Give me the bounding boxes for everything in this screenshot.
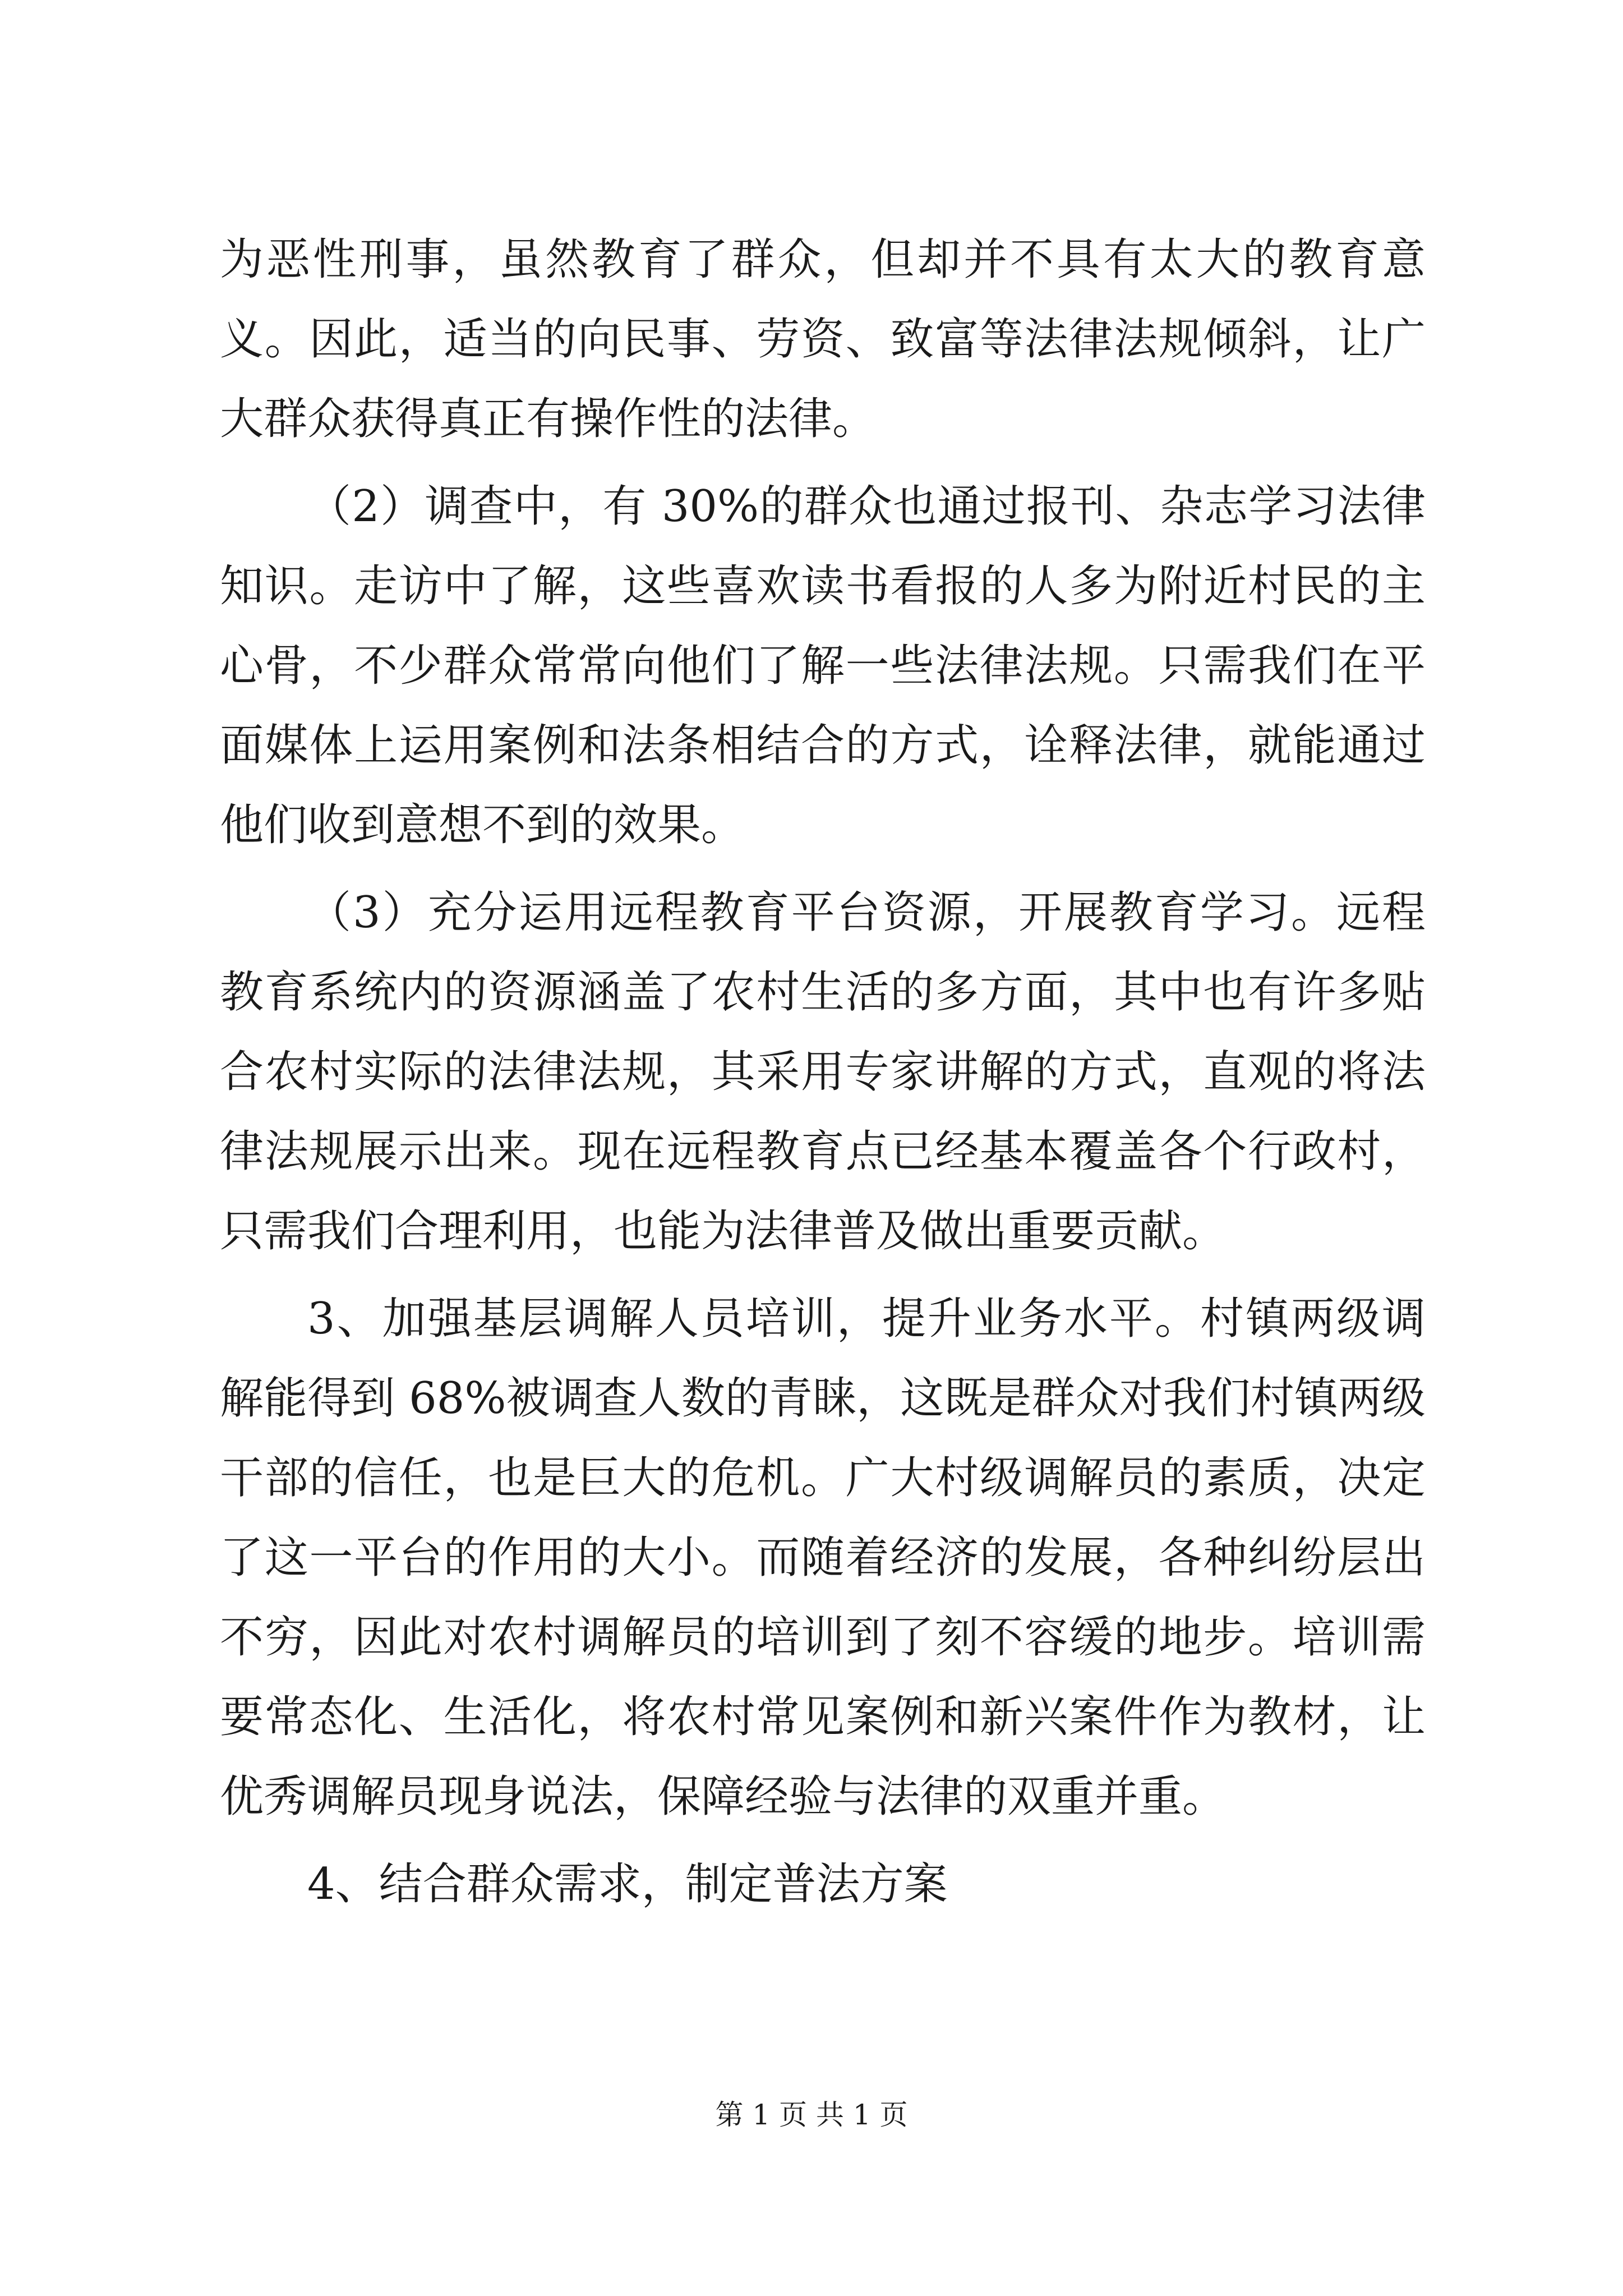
paragraph-continuation: 为恶性刑事，虽然教育了群众，但却并不具有太大的教育意义。因此，适当的向民事、劳资、致富等法律法规倾斜，让广大群众获得真正有操作性的法律。 [220,234,1426,444]
paragraph-section-4: 4、结合群众需求，制定普法方案 [307,1859,948,1910]
document-body [220,220,1426,1924]
paragraph-item-2: （2）调查中，有 30%的群众也通过报刊、杂志学习法律知识。走访中了解，这些喜欢读书看报的人多为附近村民的主心骨，不少群众常常向他们了解一些法律法规。只需我们在平面媒体上运用案例和法条相结合的方式，诠释法律，就能通过他们收到意想不到的效果。 [220,481,1426,850]
paragraph-item-3: （3）充分运用远程教育平台资源，开展教育学习。远程教育系统内的资源涵盖了农村生活的多方面，其中也有许多贴合农村实际的法律法规，其采用专家讲解的方式，直观的将法律法规展示出来。现在远程教育点已经基本覆盖各个行政村，只需我们合理利用，也能为法律普及做出重要贡献。 [220,887,1426,1257]
page-footer: 第 1 页 共 1 页 [715,2099,908,2131]
paragraph-section-3: 3、加强基层调解人员培训，提升业务水平。村镇两级调解能得到 68%被调查人数的青睐，这既是群众对我们村镇两级干部的信任，也是巨大的危机。广大村级调解员的素质，决定了这一平台的作用的大小。而随着经济的发展，各种纠纷层出不穷，因此对农村调解员的培训到了刻不容缓的地步。培训需要常态化、生活化，将农村常见案例和新兴案件作为教材，让优秀调解员现身说法，保障经验与法律的双重并重。 [220,1294,1426,1822]
